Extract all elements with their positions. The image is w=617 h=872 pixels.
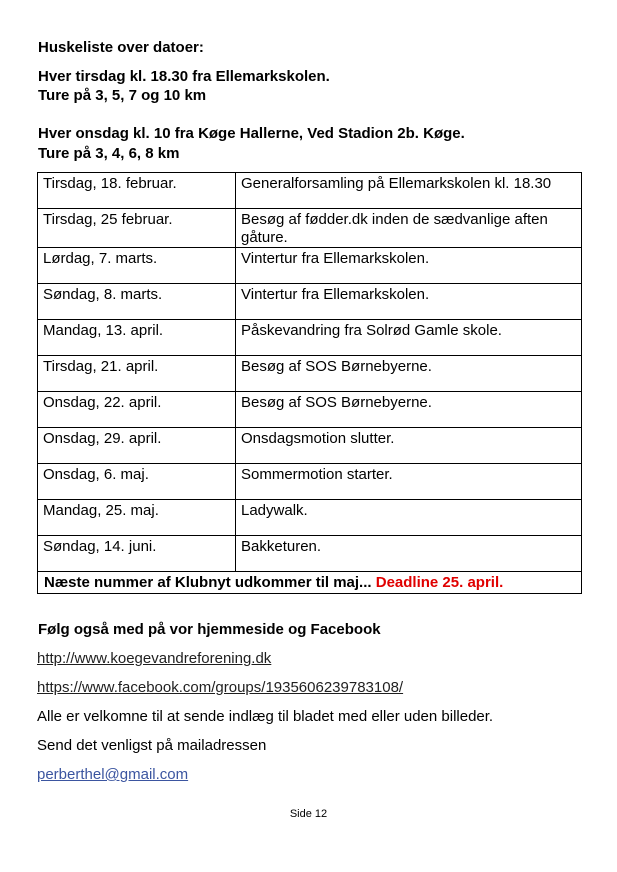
schedule-row: [38, 428, 582, 464]
schedule-row: [38, 248, 582, 284]
wednesday-distances-line: Ture på 3, 4, 6, 8 km: [38, 145, 180, 162]
follow-heading: Følg også med på vor hjemmeside og Facebook: [38, 621, 381, 638]
schedule-date: Onsdag, 6. maj.: [38, 464, 236, 500]
email-line: [37, 766, 188, 784]
schedule-date: Mandag, 25. maj.: [38, 500, 236, 536]
schedule-date: Søndag, 8. marts.: [38, 284, 236, 320]
schedule-date: Onsdag, 22. april.: [38, 392, 236, 428]
deadline-highlight: Deadline 25. april.: [375, 574, 504, 591]
schedule-date: Lørdag, 7. marts.: [38, 248, 236, 284]
welcome-text: Alle er velkomne til at sende indlæg til bladet med eller uden billeder.: [37, 708, 494, 725]
schedule-row: [38, 356, 582, 392]
wednesday-schedule-line: Hver onsdag kl. 10 fra Køge Hallerne, Ved Stadion 2b. Køge.: [38, 125, 465, 142]
schedule-date: Tirsdag, 18. februar.: [38, 173, 236, 209]
deadline-cell: [38, 572, 582, 594]
schedule-date: Søndag, 14. juni.: [38, 536, 236, 572]
send-text: Send det venligst på mailadressen: [37, 737, 267, 754]
schedule-event: Besøg af SOS Børnebyerne.: [236, 356, 582, 392]
schedule-date: Onsdag, 29. april.: [38, 428, 236, 464]
schedule-date: Mandag, 13. april.: [38, 320, 236, 356]
schedule-row: [38, 320, 582, 356]
schedule-row: [38, 500, 582, 536]
page-number: Side 12: [289, 808, 328, 820]
schedule-row: [38, 536, 582, 572]
schedule-event: Påskevandring fra Solrød Gamle skole.: [236, 320, 582, 356]
schedule-event: Ladywalk.: [236, 500, 582, 536]
facebook-line: [37, 679, 403, 697]
schedule-row: [38, 284, 582, 320]
deadline-row: [38, 572, 582, 594]
schedule-date: Tirsdag, 25 februar.: [38, 209, 236, 248]
schedule-row: [38, 392, 582, 428]
website-link[interactable]: http://www.koegevandreforening.dk: [37, 650, 272, 667]
schedule-event: Onsdagsmotion slutter.: [236, 428, 582, 464]
event-table: [37, 172, 582, 594]
schedule-event: Besøg af fødder.dk inden de sædvanlige aften gåture.: [236, 209, 582, 248]
page-heading: Huskeliste over datoer:: [38, 39, 204, 56]
tuesday-distances-line: Ture på 3, 5, 7 og 10 km: [38, 87, 207, 104]
schedule-event: Sommermotion starter.: [236, 464, 582, 500]
schedule-date: Tirsdag, 21. april.: [38, 356, 236, 392]
facebook-link[interactable]: https://www.facebook.com/groups/1935606239783108/: [37, 679, 404, 696]
deadline-text: Næste nummer af Klubnyt udkommer til maj...: [44, 574, 376, 591]
schedule-event: Besøg af SOS Børnebyerne.: [236, 392, 582, 428]
schedule-event: Bakketuren.: [236, 536, 582, 572]
schedule-row: [38, 209, 582, 248]
schedule-event: Generalforsamling på Ellemarkskolen kl. 18.30: [236, 173, 582, 209]
schedule-event: Vintertur fra Ellemarkskolen.: [236, 248, 582, 284]
website-line: [37, 650, 271, 668]
tuesday-schedule-line: Hver tirsdag kl. 18.30 fra Ellemarkskolen.: [38, 68, 330, 85]
schedule-event: Vintertur fra Ellemarkskolen.: [236, 284, 582, 320]
email-link[interactable]: perberthel@gmail.com: [37, 766, 189, 783]
schedule-row: [38, 173, 582, 209]
schedule-row: [38, 464, 582, 500]
